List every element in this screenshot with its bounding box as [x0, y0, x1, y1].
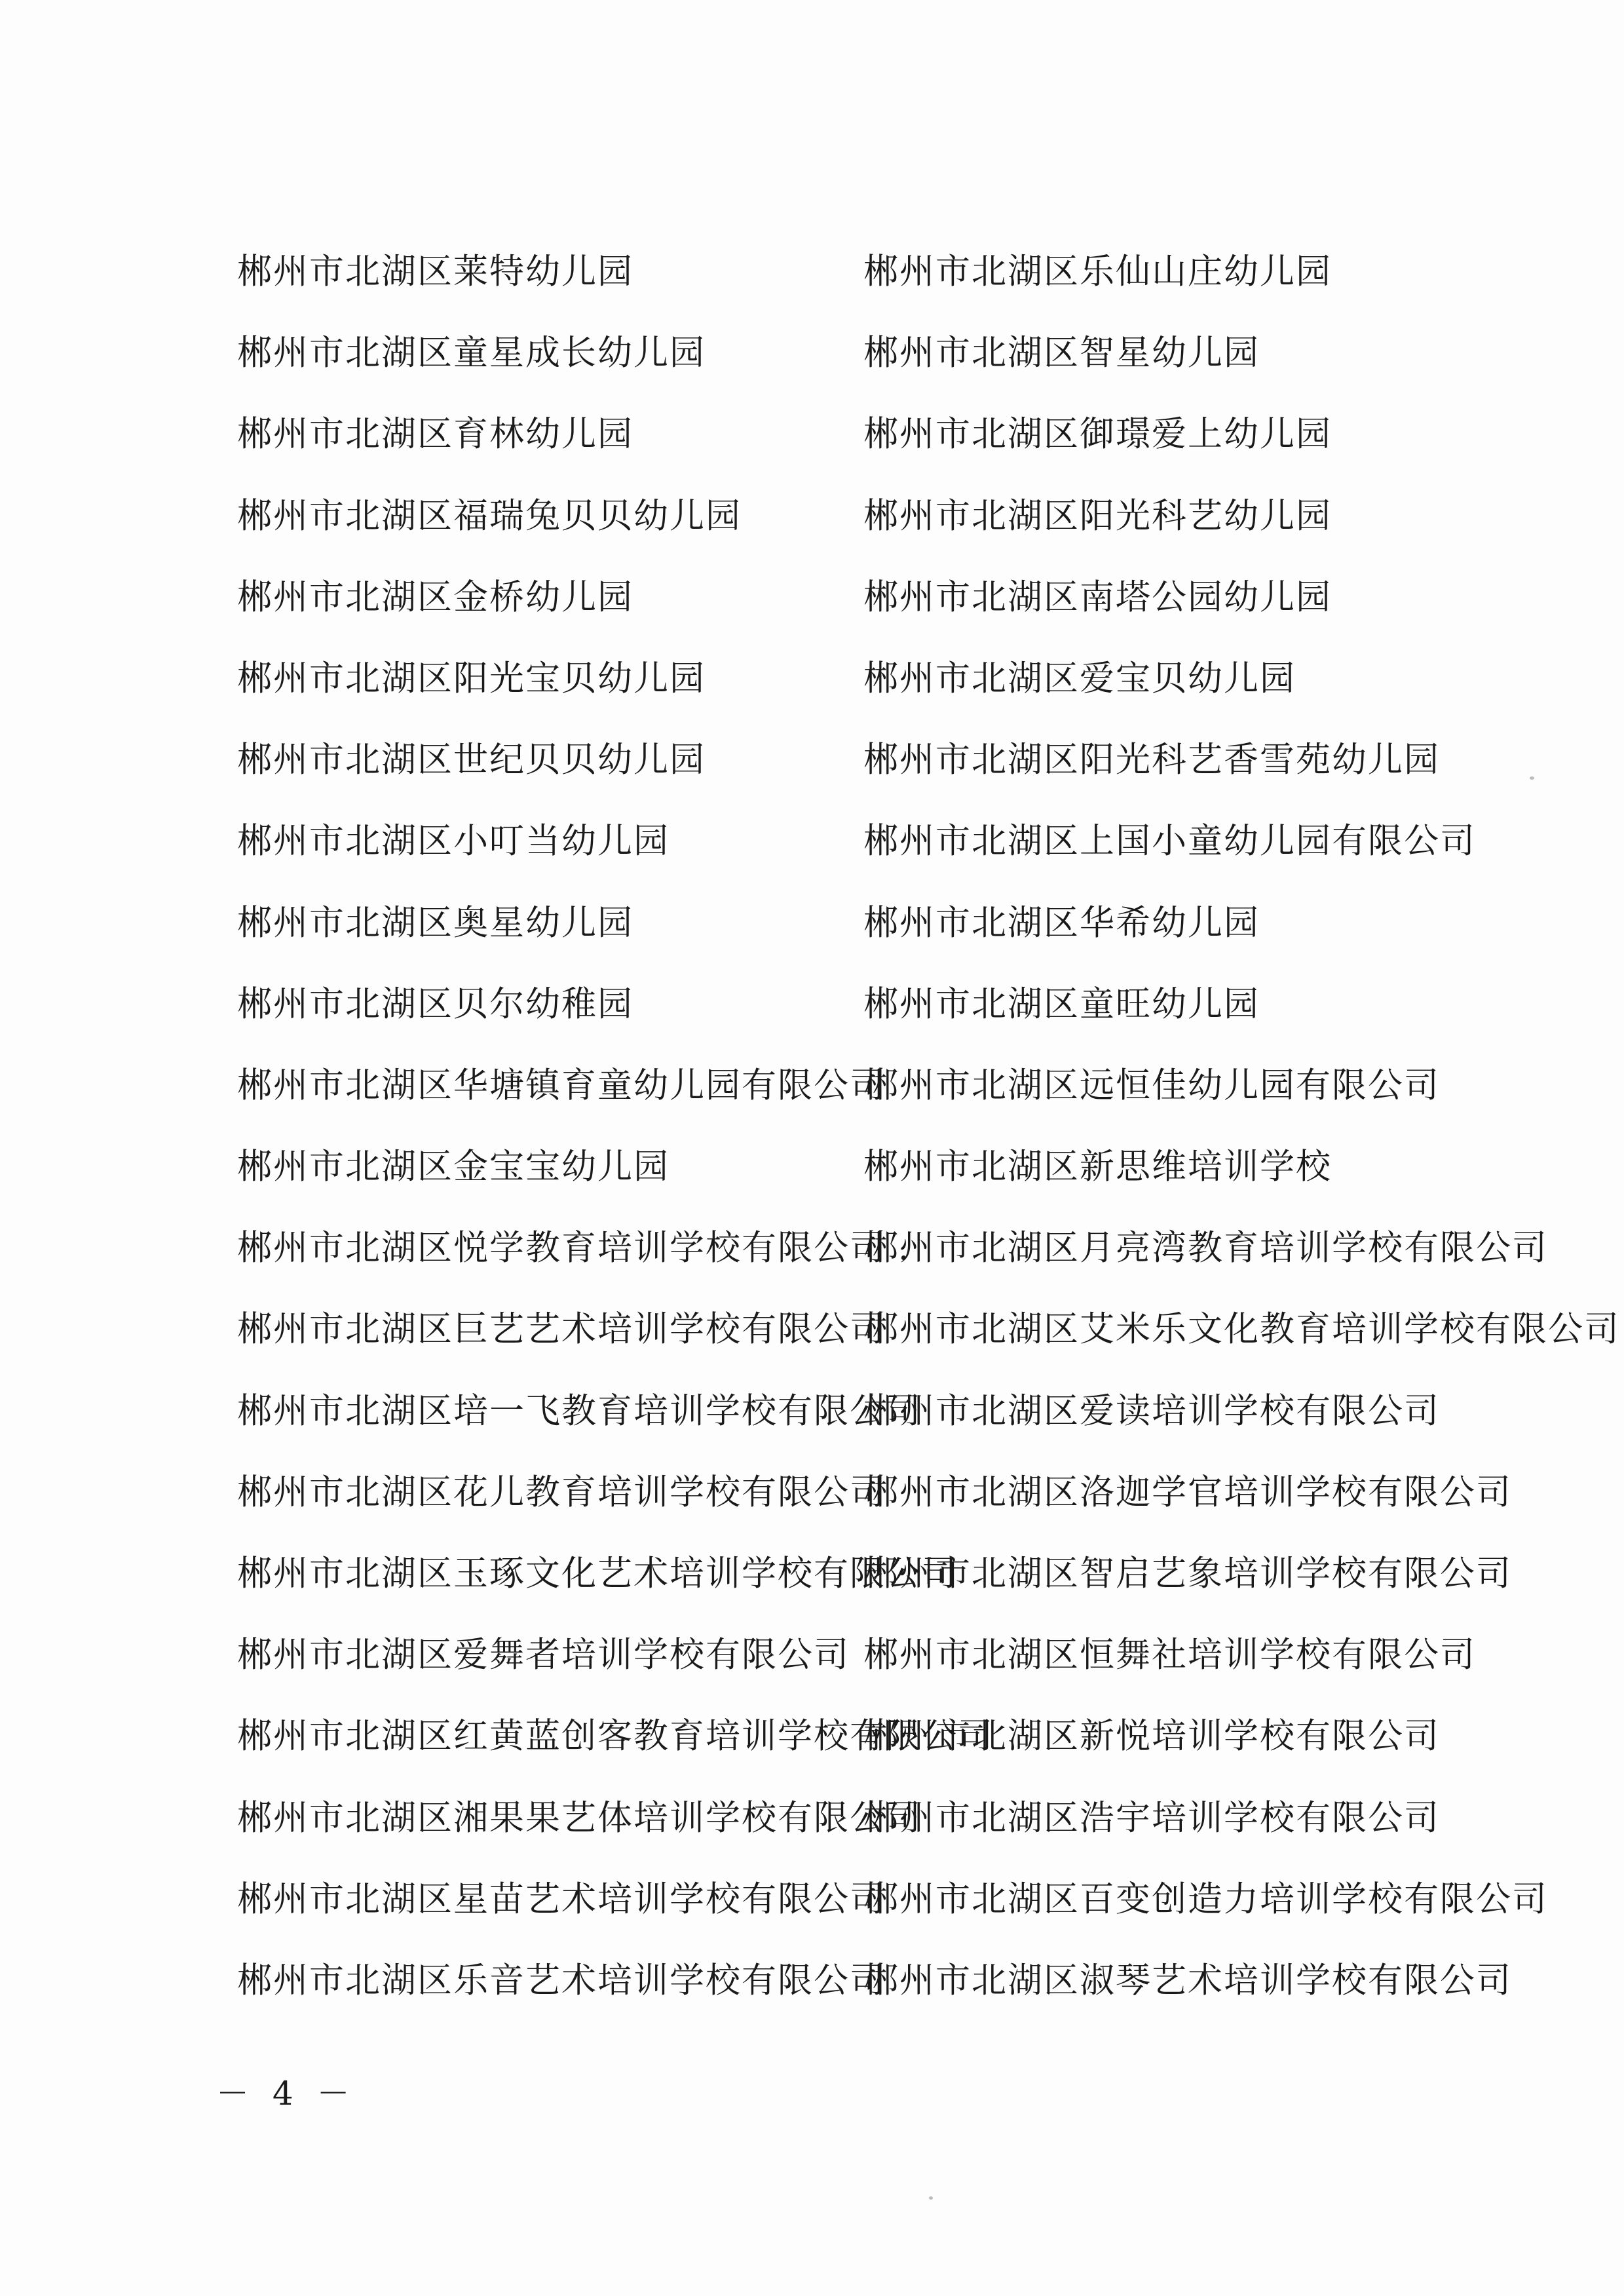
left-column-entry: 郴州市北湖区红黄蓝创客教育培训学校有限公司 — [237, 1716, 994, 1757]
right-column-entry: 郴州市北湖区爱宝贝幼儿园 — [863, 658, 1296, 698]
scan-speck — [929, 2196, 933, 2200]
left-column-entry: 郴州市北湖区悦学教育培训学校有限公司 . — [237, 1228, 911, 1269]
left-column-list — [237, 242, 994, 2033]
right-column-entry: 郴州市北湖区南塔公园幼儿园 — [863, 577, 1332, 617]
left-column-entry: 郴州市北湖区玉琢文化艺术培训学校有限公司 — [237, 1554, 958, 1594]
scan-speck — [1530, 776, 1534, 780]
right-column-entry: 郴州市北湖区洛迦学官培训学校有限公司 — [863, 1472, 1512, 1512]
right-column-entry: 郴州市北湖区百变创造力培训学校有限公司 — [863, 1879, 1548, 1919]
left-column-entry: 郴州市北湖区莱特幼儿园 — [237, 252, 633, 292]
right-column-entry: 郴州市北湖区上国小童幼儿园有限公司 — [863, 821, 1476, 862]
left-column-entry: 郴州市北湖区星苗艺术培训学校有限公司 — [237, 1879, 886, 1919]
right-column-entry: 郴州市北湖区童旺幼儿园 — [863, 984, 1260, 1024]
left-column-entry: 郴州市北湖区金桥幼儿园 — [237, 577, 633, 617]
left-column-entry: 郴州市北湖区育林幼儿园 — [237, 414, 633, 455]
left-column-entry: 郴州市北湖区贝尔幼稚园 — [237, 984, 633, 1024]
right-column-entry: 郴州市北湖区智星幼儿园 — [863, 333, 1260, 373]
right-column-entry: 郴州市北湖区新悦培训学校有限公司 — [863, 1716, 1440, 1757]
right-column-entry: 郴州市北湖区浩宇培训学校有限公司 — [863, 1797, 1440, 1838]
right-column-entry: 郴州市北湖区华希幼儿园 — [863, 902, 1260, 943]
left-column-entry: 郴州市北湖区小叮当幼儿园 — [237, 821, 670, 862]
left-column-entry: 郴州市北湖区培一飞教育培训学校有限公司 — [237, 1390, 922, 1431]
left-column-entry: 郴州市北湖区奥星幼儿园 — [237, 902, 633, 943]
left-column-entry: 郴州市北湖区华塘镇育童幼儿园有限公司 — [237, 1065, 886, 1105]
right-column-entry: 郴州市北湖区月亮湾教育培训学校有限公司 — [863, 1228, 1548, 1269]
right-column-entry: 郴州市北湖区远恒佳幼儿园有限公司 — [863, 1065, 1440, 1105]
left-column-entry: 郴州市北湖区金宝宝幼儿园 — [237, 1147, 670, 1187]
right-column-entry: 郴州市北湖区乐仙山庄幼儿园 — [863, 252, 1332, 292]
left-column-entry: 郴州市北湖区巨艺艺术培训学校有限公司 — [237, 1309, 886, 1350]
left-column-entry: 郴州市北湖区阳光宝贝幼儿园 — [237, 658, 706, 698]
page-number: － 4 － — [216, 2075, 356, 2113]
right-column-entry: 郴州市北湖区爱读培训学校有限公司 — [863, 1390, 1440, 1431]
right-column-entry: 郴州市北湖区新思维培训学校 — [863, 1147, 1332, 1187]
left-column-entry: 郴州市北湖区世纪贝贝幼儿园 — [237, 740, 706, 780]
right-column-entry: 郴州市北湖区阳光科艺幼儿园 — [863, 495, 1332, 536]
left-column-entry: 郴州市北湖区花儿教育培训学校有限公司 — [237, 1472, 886, 1512]
right-column-entry: 郴州市北湖区阳光科艺香雪苑幼儿园 — [863, 740, 1440, 780]
right-column-entry: 郴州市北湖区御璟爱上幼儿园 — [863, 414, 1332, 455]
right-column-list — [863, 242, 1620, 2033]
left-column-entry: 郴州市北湖区湘果果艺体培训学校有限公司 — [237, 1797, 922, 1838]
right-column-entry: 郴州市北湖区淑琴艺术培训学校有限公司 — [863, 1960, 1512, 2000]
right-column-entry: 郴州市北湖区智启艺象培训学校有限公司 — [863, 1554, 1512, 1594]
left-column-entry: 郴州市北湖区福瑞兔贝贝幼儿园 — [237, 495, 742, 536]
right-column-entry: 郴州市北湖区艾米乐文化教育培训学校有限公司 — [863, 1309, 1620, 1350]
left-column-entry: 郴州市北湖区童星成长幼儿园 — [237, 333, 706, 373]
right-column-entry: 郴州市北湖区恒舞社培训学校有限公司 — [863, 1635, 1476, 1675]
left-column-entry: 郴州市北湖区爱舞者培训学校有限公司 — [237, 1635, 850, 1675]
left-column-entry: 郴州市北湖区乐音艺术培训学校有限公司 — [237, 1960, 886, 2000]
